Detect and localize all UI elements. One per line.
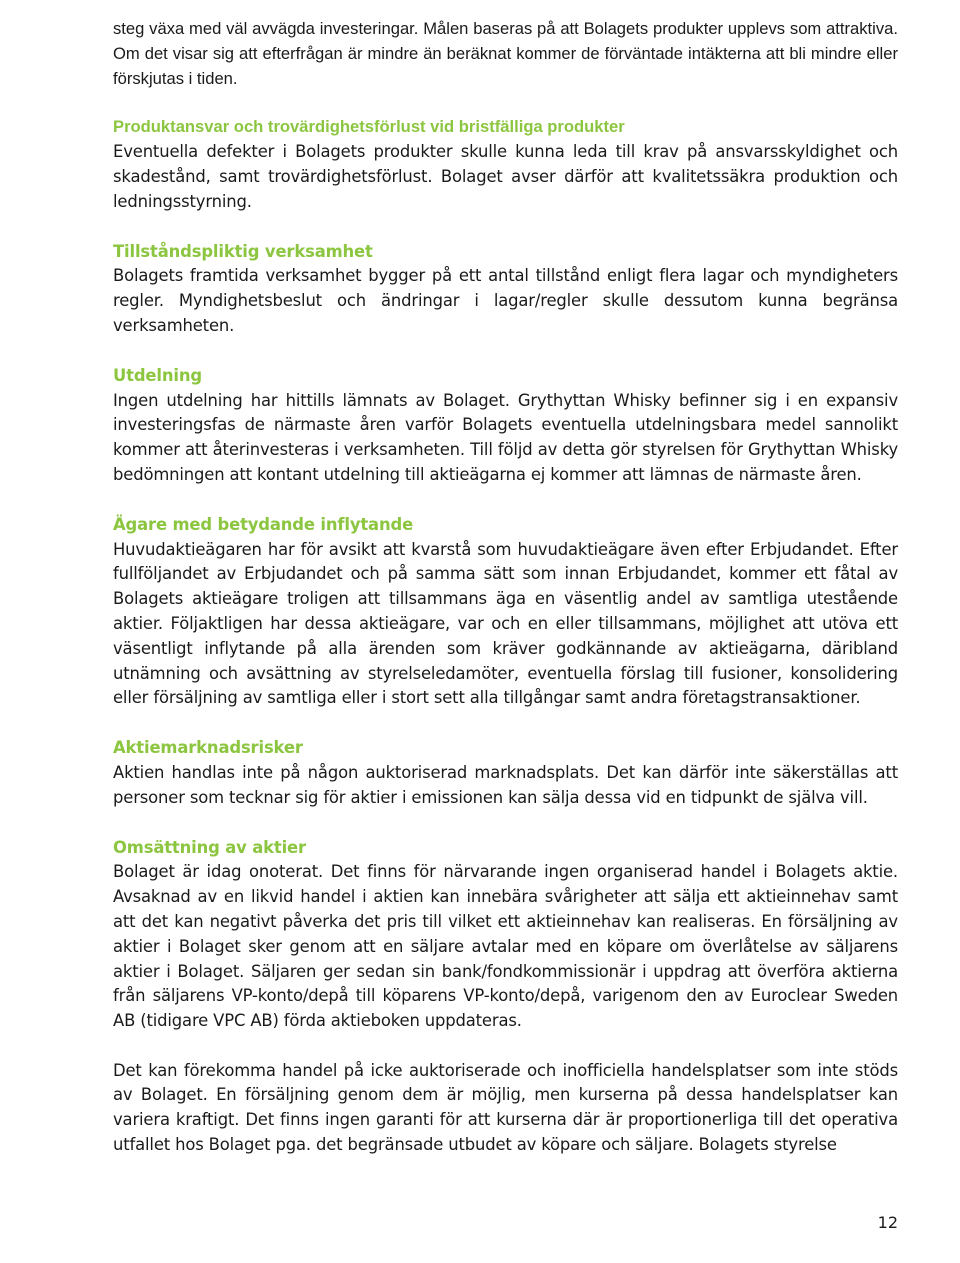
- section-agare: [113, 513, 898, 711]
- section-utdelning: [113, 364, 898, 488]
- section-body: Aktien handlas inte på någon auktoriserad marknadsplats. Det kan därför inte säkerställas att personer som tecknar sig för aktier i emissionen kan sälja dessa vid en tidpunkt de själva vill.: [113, 762, 898, 807]
- section-heading: Ägare med betydande inflytande: [113, 514, 414, 534]
- section-heading: Omsättning av aktier: [113, 837, 306, 857]
- section-heading: Produktansvar och trovärdighetsförlust vid bristfälliga produkter: [113, 117, 625, 137]
- section-body-continued: Det kan förekomma handel på icke auktoriserade och inofficiella handelsplatser som inte stöds av Bolaget. En försäljning genom dem är möjlig, men kurserna på dessa handelsplatser kan variera kraftigt. Det finns ingen garanti för att kurserna där är proportionerliga till det operativa utfallet hos Bolaget pga. det begränsade utbudet av köpare och säljare. Bolagets styrelse: [113, 1060, 898, 1155]
- section-heading: Aktiemarknadsrisker: [113, 738, 303, 758]
- section-omsattning: [113, 836, 898, 1158]
- section-body: Bolagets framtida verksamhet bygger på ett antal tillstånd enligt flera lagar och myndigheters regler. Myndighetsbeslut och ändringar i lagar/regler skulle dessutom kunna begränsa verksamheten.: [113, 266, 898, 335]
- section-body: Huvudaktieägaren har för avsikt att kvarstå som huvudaktieägare även efter Erbjudandet. Efter fullföljandet av Erbjudandet och på samma sätt som innan Erbjudandet, kommer ett fåtal av Bolagets aktieägare troligen att tillsammans äga en väsentlig andel av samtliga utestående aktier. Följaktligen har dessa aktieägare, var och en eller tillsammans, möjlighet att utöva ett väsentligt inflytande på alla ärenden som kräver godkännande av aktieägarna, däribland utnämning och avsättning av styrelseledamöter, eventuella förslag till fusioner, konsolidering eller försäljning av samtliga eller i stort sett alla tillgångar samt andra företagstransaktioner.: [113, 539, 898, 708]
- intro-paragraph: steg växa med väl avvägda investeringar. Målen baseras på att Bolagets produkter upplevs som attraktiva. Om det visar sig att efterfrågan är mindre än beräknat kommer de förväntade intäkterna att bli mindre eller förskjutas i tiden.: [113, 19, 898, 88]
- section-tillstand: [113, 240, 898, 339]
- section-heading: Tillståndspliktig verksamhet: [113, 241, 373, 261]
- section-aktiemarknadsrisker: [113, 736, 898, 810]
- section-heading: Utdelning: [113, 365, 202, 385]
- section-produktansvar: [113, 115, 898, 214]
- section-body: Bolaget är idag onoterat. Det finns för närvarande ingen organiserad handel i Bolagets aktie. Avsaknad av en likvid handel i aktien kan innebära svårigheter att sälja ett aktieinnehav samt att det kan negativt påverka det pris till vilket ett aktieinnehav kan realiseras. En försäljning av aktier i Bolaget sker genom att en säljare avtalar med en köpare om överlåtelse av säljarens aktier i Bolaget. Säljaren ger sedan sin bank/fondkommissionär i uppdrag att överföra aktierna från säljarens VP-konto/depå till köparens VP-konto/depå, varigenom den av Euroclear Sweden AB (tidigare VPC AB) förda aktieboken uppdateras.: [113, 862, 898, 1031]
- section-body: Eventuella defekter i Bolagets produkter skulle kunna leda till krav på ansvarsskyldighet och skadestånd, samt trovärdighetsförlust. Bolaget avser därför att kvalitetssäkra produktion och ledningsstyrning.: [113, 142, 898, 211]
- page-number: 12: [877, 1213, 898, 1232]
- section-body: Ingen utdelning har hittills lämnats av Bolaget. Grythyttan Whisky befinner sig i en expansiv investeringsfas de närmaste åren varför Bolagets eventuella utdelningsbara medel sannolikt kommer att återinvesteras i verksamheten. Till följd av detta gör styrelsen för Grythyttan Whisky bedömningen att kontant utdelning till aktieägarna ej kommer att lämnas de närmaste åren.: [113, 390, 898, 484]
